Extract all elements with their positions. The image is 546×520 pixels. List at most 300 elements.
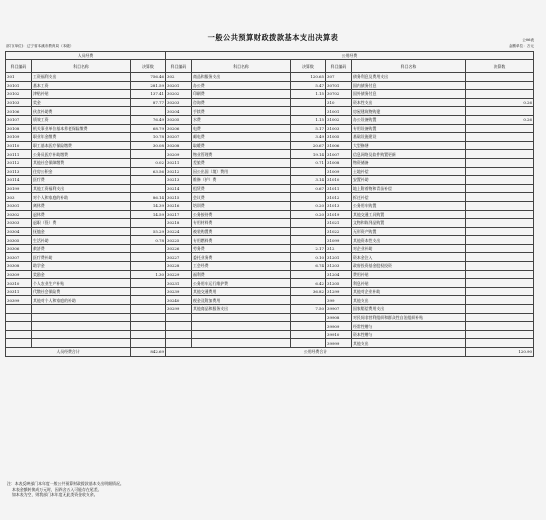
personnel-code: [6, 305, 32, 314]
public-code: [166, 322, 192, 331]
personnel-amount: 756.46: [131, 73, 166, 82]
personnel-code: 30399: [6, 296, 32, 305]
expenditure-table: [5, 51, 534, 357]
other-code: 312: [326, 244, 352, 253]
personnel-code: 30308: [6, 262, 32, 271]
personnel-code: 30303: [6, 219, 32, 228]
personnel-code: 30110: [6, 141, 32, 150]
personnel-name: [32, 330, 131, 339]
table-row: [6, 219, 534, 228]
personnel-name: 代缴社会保险费: [32, 287, 131, 296]
other-code: 31099: [326, 236, 352, 245]
personnel-name: 津贴补贴: [32, 90, 131, 99]
public-code: 30211: [166, 158, 192, 167]
other-name: 其他支出: [352, 296, 466, 305]
public-code: 30240: [166, 296, 192, 305]
other-amount: [466, 227, 534, 236]
other-amount: [466, 322, 534, 331]
public-amount: [291, 167, 326, 176]
personnel-amount: 76.49: [131, 115, 166, 124]
table-row: [6, 322, 534, 331]
personnel-code: 30306: [6, 244, 32, 253]
personnel-amount: [131, 253, 166, 262]
other-code: 310: [326, 98, 352, 107]
col-code: 科目编码: [326, 60, 352, 73]
personnel-amount: [131, 244, 166, 253]
public-amount: [291, 193, 326, 202]
public-code: 30216: [166, 201, 192, 210]
personnel-name: 对个人和家庭的补助: [32, 193, 131, 202]
public-amount: [291, 107, 326, 116]
personnel-name: 奖励金: [32, 270, 131, 279]
personnel-code: [6, 322, 32, 331]
public-name: 水费: [192, 115, 291, 124]
public-code: 30202: [166, 90, 192, 99]
col-code: 科目编码: [166, 60, 192, 73]
col-name: 科目名称: [352, 60, 466, 73]
public-name: 物业管理费: [192, 150, 291, 159]
public-amount: 5.47: [291, 81, 326, 90]
public-amount: 7.50: [291, 305, 326, 314]
public-amount: 3.14: [291, 176, 326, 185]
personnel-total-label: 人员经费合计: [6, 348, 131, 357]
public-name: 邮电费: [192, 133, 291, 142]
public-name: 劳务费: [192, 244, 291, 253]
other-amount: [466, 219, 534, 228]
personnel-amount: [131, 219, 166, 228]
other-code: 39910: [326, 330, 352, 339]
public-code: 30203: [166, 98, 192, 107]
other-code: 31022: [326, 227, 352, 236]
public-amount: 19.14: [291, 150, 326, 159]
other-code: 31011: [326, 184, 352, 193]
public-amount: 1.15: [291, 115, 326, 124]
public-code: [166, 313, 192, 322]
other-code: 31013: [326, 201, 352, 210]
other-name: 公务用车购置: [352, 201, 466, 210]
public-code: 30227: [166, 253, 192, 262]
other-name: 资本金注入: [352, 253, 466, 262]
table-row: [6, 201, 534, 210]
personnel-name: 住房公积金: [32, 167, 131, 176]
public-amount: 0.20: [291, 210, 326, 219]
public-name: 印刷费: [192, 90, 291, 99]
other-name: 对民间非营利组织和群众性自治组织补贴: [352, 313, 466, 322]
table-row: [6, 124, 534, 133]
personnel-name: 生活补助: [32, 236, 131, 245]
other-name: 房屋建筑物购建: [352, 107, 466, 116]
public-code: 30239: [166, 287, 192, 296]
other-code: 39999: [326, 339, 352, 348]
table-row: [6, 98, 534, 107]
personnel-code: 30305: [6, 236, 32, 245]
table-row: [6, 270, 534, 279]
public-code: 30225: [166, 236, 192, 245]
public-name: 取暖费: [192, 141, 291, 150]
personnel-name: 其他工资福利支出: [32, 184, 131, 193]
table-row: [6, 133, 534, 142]
public-amount: 0.71: [291, 158, 326, 167]
public-name: 其他交通费用: [192, 287, 291, 296]
public-name: 差旅费: [192, 158, 291, 167]
public-code: 30226: [166, 244, 192, 253]
public-name: 被装购置费: [192, 227, 291, 236]
public-name: 税金及附加费用: [192, 296, 291, 305]
public-name: 福利费: [192, 270, 291, 279]
public-amount: [291, 227, 326, 236]
personnel-name: 其他社会保障缴费: [32, 158, 131, 167]
table-row: [6, 236, 534, 245]
public-name: 电费: [192, 124, 291, 133]
public-amount: 1.15: [291, 90, 326, 99]
personnel-amount: [131, 322, 166, 331]
personnel-amount: 0.78: [131, 236, 166, 245]
other-name: 地上附着物和青苗补偿: [352, 184, 466, 193]
personnel-amount: 87.77: [131, 98, 166, 107]
other-name: 资本性赠与: [352, 330, 466, 339]
currency-unit-label: 金额单位：万元: [508, 44, 534, 48]
table-row: [6, 90, 534, 99]
personnel-name: 退休费: [32, 210, 131, 219]
other-name: 费用补贴: [352, 270, 466, 279]
personnel-name: 奖金: [32, 98, 131, 107]
other-name: 债务利息及费用支出: [352, 73, 466, 82]
public-amount: 20.67: [291, 141, 326, 150]
personnel-code: 30109: [6, 133, 32, 142]
other-name: 资本性支出: [352, 98, 466, 107]
public-total-label: 公用经费合计: [166, 348, 466, 357]
other-name: 国内债务付息: [352, 81, 466, 90]
public-code: 30217: [166, 210, 192, 219]
table-row: [6, 244, 534, 253]
personnel-name: 工资福利支出: [32, 73, 131, 82]
other-amount: [466, 305, 534, 314]
other-code: 31005: [326, 133, 352, 142]
other-code: 31203: [326, 262, 352, 271]
table-row: [6, 296, 534, 305]
public-name: 办公费: [192, 81, 291, 90]
other-code: 31299: [326, 287, 352, 296]
table-row: [6, 141, 534, 150]
table-row: [6, 73, 534, 82]
personnel-code: 30107: [6, 115, 32, 124]
personnel-name: 职工基本医疗保险缴费: [32, 141, 131, 150]
other-amount: [466, 339, 534, 348]
other-amount: [466, 313, 534, 322]
total-row: [6, 348, 534, 357]
personnel-code: [6, 339, 32, 348]
other-amount: 0.26: [466, 115, 534, 124]
public-code: 30212: [166, 167, 192, 176]
other-name: 办公设备购置: [352, 115, 466, 124]
column-header-row: [6, 60, 534, 73]
other-name: 国家赔偿费用支出: [352, 305, 466, 314]
table-row: [6, 279, 534, 288]
other-amount: [466, 90, 534, 99]
public-name: 专用燃料费: [192, 236, 291, 245]
public-header: 公用经费: [166, 52, 534, 60]
personnel-code: 30102: [6, 90, 32, 99]
other-code: 30701: [326, 81, 352, 90]
personnel-amount: 14.59: [131, 210, 166, 219]
personnel-code: 30111: [6, 150, 32, 159]
public-amount: [291, 270, 326, 279]
public-amount: 0.20: [291, 201, 326, 210]
col-code: 科目编码: [6, 60, 32, 73]
public-code: [166, 330, 192, 339]
public-amount: [291, 322, 326, 331]
other-amount: [466, 124, 534, 133]
personnel-amount: [131, 305, 166, 314]
personnel-code: 30309: [6, 270, 32, 279]
other-code: 31205: [326, 279, 352, 288]
personnel-header: 人员经费: [6, 52, 166, 60]
other-name: 其他支出: [352, 339, 466, 348]
public-name: 工会经费: [192, 262, 291, 271]
personnel-amount: [131, 279, 166, 288]
table-row: [6, 313, 534, 322]
personnel-name: 基本工资: [32, 81, 131, 90]
other-code: 31012: [326, 193, 352, 202]
personnel-code: 30101: [6, 81, 32, 90]
personnel-name: 助学金: [32, 262, 131, 271]
personnel-code: [6, 330, 32, 339]
personnel-amount: [131, 107, 166, 116]
public-code: 30231: [166, 279, 192, 288]
other-name: 土地补偿: [352, 167, 466, 176]
other-code: 307: [326, 73, 352, 82]
personnel-amount: 137.41: [131, 90, 166, 99]
other-amount: [466, 253, 534, 262]
personnel-name: [32, 305, 131, 314]
public-code: [166, 339, 192, 348]
public-amount: 6.74: [291, 262, 326, 271]
public-code: 30213: [166, 176, 192, 185]
other-name: 利息补贴: [352, 279, 466, 288]
other-name: 拆迁补偿: [352, 193, 466, 202]
other-amount: [466, 167, 534, 176]
other-code: 31006: [326, 141, 352, 150]
other-code: 31001: [326, 107, 352, 116]
public-amount: [291, 339, 326, 348]
public-amount: [291, 296, 326, 305]
personnel-amount: 281.59: [131, 81, 166, 90]
public-amount: [291, 219, 326, 228]
table-row: [6, 253, 534, 262]
other-name: 无形资产购置: [352, 227, 466, 236]
other-amount: [466, 184, 534, 193]
personnel-code: [6, 313, 32, 322]
table-row: [6, 158, 534, 167]
public-name: 租赁费: [192, 184, 291, 193]
personnel-name: 机关事业单位基本养老保险缴费: [32, 124, 131, 133]
other-name: 经常性赠与: [352, 322, 466, 331]
other-code: 31008: [326, 158, 352, 167]
personnel-code: 30307: [6, 253, 32, 262]
other-name: 其他对企业补助: [352, 287, 466, 296]
personnel-amount: 55.29: [131, 227, 166, 236]
personnel-name: 医疗费补助: [32, 253, 131, 262]
other-name: 对企业补助: [352, 244, 466, 253]
personnel-code: 30103: [6, 98, 32, 107]
public-code: 30205: [166, 115, 192, 124]
other-code: 39907: [326, 305, 352, 314]
col-name: 科目名称: [192, 60, 291, 73]
group-header-row: [6, 52, 534, 60]
footnote: 如本表为空，则我部门本年度无此类资金收支余。: [12, 492, 98, 498]
public-total-value: 120.90: [466, 348, 534, 357]
other-code: 31007: [326, 150, 352, 159]
public-name: 商品和服务支出: [192, 73, 291, 82]
personnel-amount: 30.08: [131, 141, 166, 150]
personnel-code: 301: [6, 73, 32, 82]
public-amount: 5.17: [291, 124, 326, 133]
other-amount: [466, 244, 534, 253]
public-code: 30208: [166, 141, 192, 150]
public-name: 咨询费: [192, 98, 291, 107]
other-code: 399: [326, 296, 352, 305]
personnel-amount: [131, 313, 166, 322]
personnel-code: 30108: [6, 124, 32, 133]
public-amount: 2.17: [291, 244, 326, 253]
form-number: 公06表: [522, 38, 534, 42]
other-code: 31009: [326, 167, 352, 176]
personnel-amount: 68.79: [131, 124, 166, 133]
public-amount: [291, 98, 326, 107]
personnel-name: 伙食补助费: [32, 107, 131, 116]
other-amount: [466, 158, 534, 167]
public-name: 培训费: [192, 201, 291, 210]
public-code: 30214: [166, 184, 192, 193]
personnel-amount: 63.56: [131, 167, 166, 176]
public-name: [192, 322, 291, 331]
personnel-amount: [131, 339, 166, 348]
personnel-code: 30114: [6, 176, 32, 185]
footnote: 注：本表反映部门本年度一般公共预算财政拨款基本支出明细情况。: [7, 481, 124, 486]
public-code: 30299: [166, 305, 192, 314]
table-row: [6, 115, 534, 124]
other-amount: [466, 176, 534, 185]
other-name: 文物和陈列品购置: [352, 219, 466, 228]
personnel-amount: [131, 150, 166, 159]
table-row: [6, 210, 534, 219]
other-amount: [466, 236, 534, 245]
personnel-code: 30310: [6, 279, 32, 288]
personnel-name: 医疗费: [32, 176, 131, 185]
public-name: 手续费: [192, 107, 291, 116]
personnel-amount: 1.30: [131, 270, 166, 279]
table-row: [6, 107, 534, 116]
other-name: 国外债务付息: [352, 90, 466, 99]
other-name: 安置补助: [352, 176, 466, 185]
public-name: 委托业务费: [192, 253, 291, 262]
public-name: 会议费: [192, 193, 291, 202]
personnel-amount: 10.78: [131, 133, 166, 142]
public-amount: [291, 330, 326, 339]
other-name: 信息网络及软件购置更新: [352, 150, 466, 159]
other-code: 39909: [326, 322, 352, 331]
public-code: 30204: [166, 107, 192, 116]
public-code: 30218: [166, 219, 192, 228]
personnel-amount: [131, 330, 166, 339]
personnel-name: 其他对个人和家庭的补助: [32, 296, 131, 305]
table-row: [6, 193, 534, 202]
public-code: 30228: [166, 262, 192, 271]
col-amount: 决算数: [291, 60, 326, 73]
personnel-amount: [131, 176, 166, 185]
personnel-name: 职业年金缴费: [32, 133, 131, 142]
public-amount: 3.49: [291, 133, 326, 142]
public-name: [192, 330, 291, 339]
public-amount: 36.82: [291, 287, 326, 296]
public-amount: 0.10: [291, 253, 326, 262]
other-code: 31204: [326, 270, 352, 279]
personnel-amount: [131, 184, 166, 193]
public-code: 30209: [166, 150, 192, 159]
table-row: [6, 150, 534, 159]
personnel-name: 救济费: [32, 244, 131, 253]
personnel-name: [32, 339, 131, 348]
table-row: [6, 176, 534, 185]
other-amount: [466, 210, 534, 219]
other-amount: [466, 287, 534, 296]
col-amount: 决算数: [466, 60, 534, 73]
footnotes: [7, 481, 124, 498]
public-code: 302: [166, 73, 192, 82]
other-amount: [466, 150, 534, 159]
public-name: 其他商品和服务支出: [192, 305, 291, 314]
other-amount: [466, 296, 534, 305]
table-row: [6, 167, 534, 176]
personnel-code: 30302: [6, 210, 32, 219]
other-name: 基础设施建设: [352, 133, 466, 142]
public-amount: 6.42: [291, 279, 326, 288]
personnel-total-value: 842.69: [131, 348, 166, 357]
personnel-code: 30301: [6, 201, 32, 210]
other-code: 31003: [326, 124, 352, 133]
personnel-amount: 86.14: [131, 193, 166, 202]
other-amount: [466, 141, 534, 150]
other-code: 31002: [326, 115, 352, 124]
personnel-name: 抚恤金: [32, 227, 131, 236]
personnel-amount: [131, 296, 166, 305]
public-name: 专用材料费: [192, 219, 291, 228]
other-code: 31010: [326, 176, 352, 185]
personnel-name: 绩效工资: [32, 115, 131, 124]
personnel-name: [32, 313, 131, 322]
other-amount: [466, 279, 534, 288]
public-amount: 120.65: [291, 73, 326, 82]
personnel-amount: [131, 287, 166, 296]
personnel-name: 退职（役）费: [32, 219, 131, 228]
other-code: 31021: [326, 219, 352, 228]
footnote: 本表金额转换成万元时，因四舍五入可能存在尾差。: [12, 486, 102, 492]
table-row: [6, 339, 534, 348]
public-code: 30201: [166, 81, 192, 90]
personnel-code: 30112: [6, 158, 32, 167]
public-name: 公务接待费: [192, 210, 291, 219]
public-code: 30215: [166, 193, 192, 202]
public-name: 公务用车运行维护费: [192, 279, 291, 288]
other-name: 物资储备: [352, 158, 466, 167]
personnel-amount: [131, 262, 166, 271]
other-amount: 0.26: [466, 98, 534, 107]
personnel-name: 个人农业生产补贴: [32, 279, 131, 288]
personnel-name: 离休费: [32, 201, 131, 210]
personnel-code: 30304: [6, 227, 32, 236]
other-name: 其他资本性支出: [352, 236, 466, 245]
public-code: 30207: [166, 133, 192, 142]
